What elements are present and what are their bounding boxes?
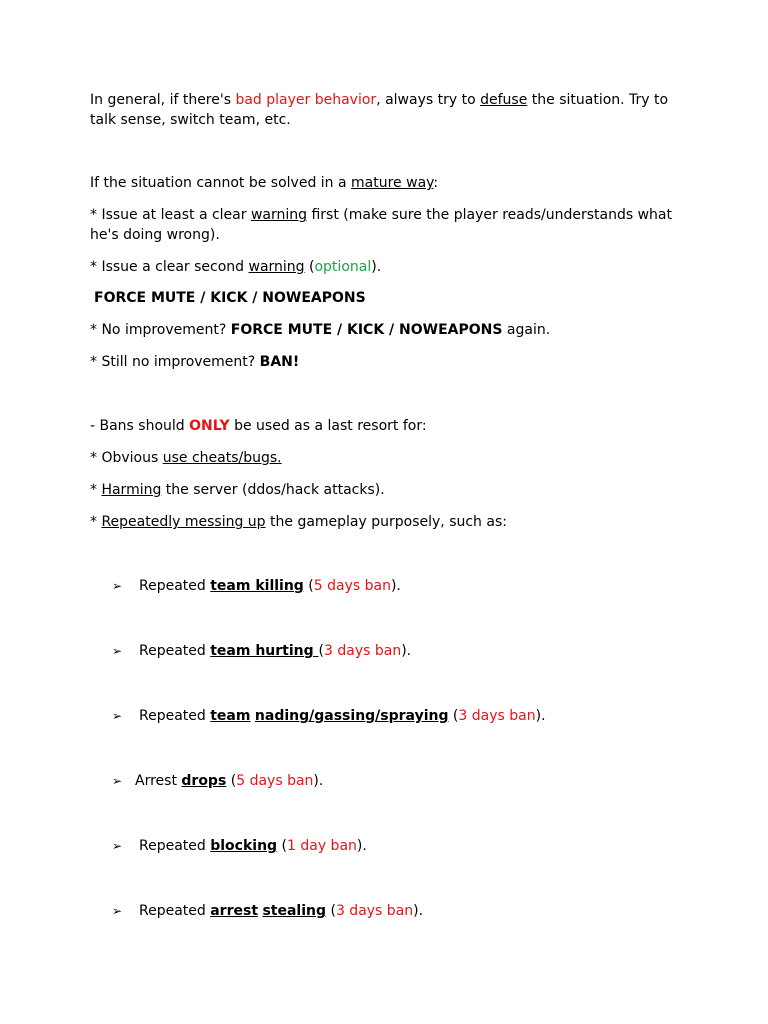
bans-line [90,416,427,436]
ban-duration: 3 days ban [335,903,414,919]
list-item [139,706,546,726]
text: the situation. Try to [527,92,669,108]
text: Repeated [139,903,211,919]
step-2-line [90,257,381,277]
text: ( [318,643,324,659]
text: ). [356,838,367,854]
offense-text: team hurting [210,643,319,659]
text: ). [313,773,324,789]
text: ( [226,773,237,789]
offense-text: stealing [262,903,327,919]
text: In general, if there's [90,92,236,108]
list-item [139,836,367,856]
bold-text: BAN! [259,354,300,370]
text: Repeated [139,838,211,854]
text: he's doing wrong). [90,227,220,243]
list-item [139,901,423,921]
arrow-bullet-icon: ➢ [112,774,123,788]
intro-line-2 [90,110,291,130]
ban-duration: 1 day ban [287,838,357,854]
text: ( [448,708,459,724]
offense-text: team killing [210,578,304,594]
arrow-bullet-icon: ➢ [112,709,123,723]
text: ). [413,903,424,919]
intro-line-1 [90,90,668,110]
underlined-text: warning [248,259,305,275]
underlined-text: Harming [101,482,162,498]
text: ( [303,578,314,594]
text: Repeated [139,578,211,594]
step-4-line [90,352,299,372]
underlined-text: warning [250,207,308,223]
text: , always try to [376,92,481,108]
list-item [139,576,401,596]
text: Repeated [139,708,211,724]
arrow-bullet-icon: ➢ [112,579,123,593]
text: * Issue a clear second [90,259,249,275]
mature-line [90,173,438,193]
offense-text: team [210,708,251,724]
underlined-text: Repeatedly messing up [101,514,266,530]
ban-duration: 5 days ban [236,773,314,789]
step-3-line [90,320,550,340]
underlined-text: use cheats/bugs. [162,450,282,466]
offense-text: blocking [210,838,278,854]
step-1-line-1 [90,205,672,225]
ban-duration: 5 days ban [313,578,391,594]
text: ). [390,578,401,594]
offense-3-line [90,512,507,532]
arrow-bullet-icon: ➢ [112,644,123,658]
text: the gameplay purposely, such as: [265,514,507,530]
text: ( [304,259,315,275]
text: first (make sure the player reads/understands what [307,207,672,223]
text: Repeated [139,643,211,659]
bold-text: FORCE MUTE / KICK / NOWEAPONS [230,322,503,338]
text: * Still no improvement? [90,354,260,370]
text: Arrest [135,773,182,789]
text: again. [502,322,551,338]
step-1-line-2 [90,225,220,245]
text: the server (ddos/hack attacks). [161,482,385,498]
arrow-bullet-icon: ➢ [112,904,123,918]
list-item [135,771,323,791]
list-item [139,641,411,661]
text: * Obvious [90,450,163,466]
text: be used as a last resort for: [229,418,427,434]
optional-text: optional [314,259,372,275]
text: talk sense, switch team, etc. [90,112,291,128]
text: ( [326,903,336,919]
offense-text: arrest [210,903,259,919]
underlined-text: mature way [351,175,434,191]
highlight-text: bad player behavior [235,92,377,108]
ban-duration: 3 days ban [324,643,402,659]
arrow-bullet-icon: ➢ [112,839,123,853]
text: * [90,514,102,530]
ban-duration: 3 days ban [458,708,536,724]
offense-2-line [90,480,385,500]
underlined-text: defuse [480,92,528,108]
text: - Bans should [90,418,190,434]
text: : [433,175,439,191]
force-heading: FORCE MUTE / KICK / NOWEAPONS [94,290,366,306]
text: ( [277,838,287,854]
text: ). [535,708,546,724]
offense-1-line [90,448,282,468]
offense-text: nading/gassing/spraying [254,708,449,724]
emphasis-text: ONLY [189,418,230,434]
text: * Issue at least a clear [90,207,251,223]
text: ). [371,259,382,275]
text: * [90,482,102,498]
text: If the situation cannot be solved in a [90,175,352,191]
text: * No improvement? [90,322,231,338]
offense-text: drops [181,773,227,789]
text: ). [401,643,412,659]
